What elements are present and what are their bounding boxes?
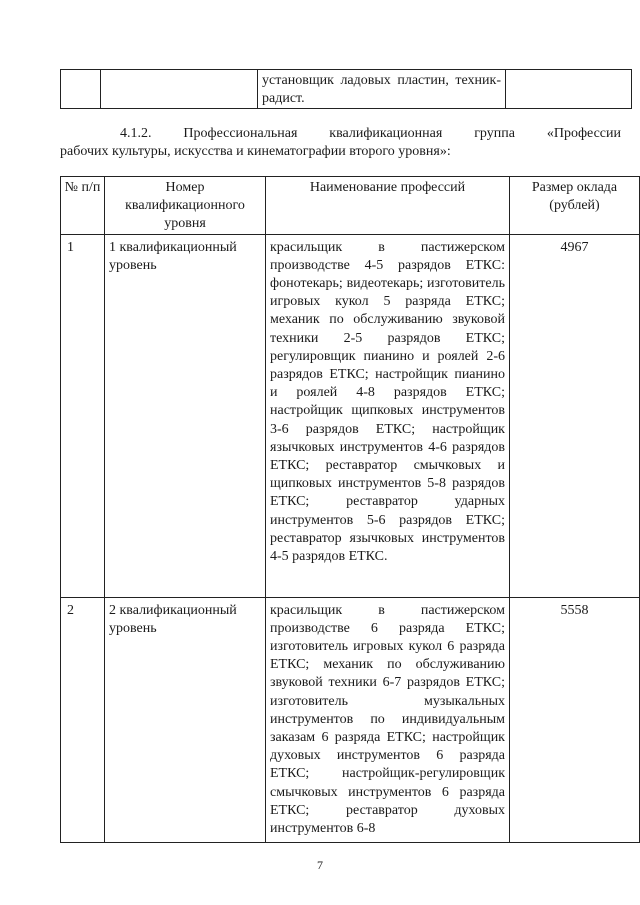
row-level: 1 квалификационный уровень xyxy=(105,234,266,597)
page-number: 7 xyxy=(317,858,323,872)
row-num: 1 xyxy=(61,234,105,597)
row-salary: 5558 xyxy=(510,597,640,842)
row-num: 2 xyxy=(61,597,105,842)
section-heading xyxy=(60,125,621,161)
section-heading-line-1: 4.1.2. Профессиональная квалификационная группа «Профессии xyxy=(120,126,621,141)
table-row xyxy=(61,70,632,109)
row-level: 2 квалификационный уровень xyxy=(105,597,266,842)
header-level: Номер квалификационного уровня xyxy=(105,177,266,235)
cell-professions: установщик ладовых пластин, техник-радист. xyxy=(258,70,506,109)
table-row xyxy=(61,597,640,842)
header-num: № п/п xyxy=(61,177,105,235)
row-salary: 4967 xyxy=(510,234,640,597)
header-professions: Наименование профессий xyxy=(266,177,510,235)
cell-level xyxy=(101,70,258,109)
cell-num xyxy=(61,70,101,109)
header-salary: Размер оклада (рублей) xyxy=(510,177,640,235)
table-header-row xyxy=(61,177,640,235)
row-professions: красильщик в пастижерском производстве 4-5 разрядов ЕТКС: фонотекарь; видеотекарь; изготовитель игровых кукол 5 разряда ЕТКС; механик по обслуживанию звуковой техники 2-5 разрядов ЕТКС; регулировщик пианино и роялей 2-6 разрядов ЕТКС; настройщик пианино и роялей 4-8 разрядов ЕТКС; настройщик щипковых инструментов 3-6 разрядов ЕТКС; настройщик язычковых инструментов 4-6 разрядов ЕТКС; реставратор смычковых и щипковых инструментов 5-8 разрядов ЕТКС; реставратор ударных инструментов 5-6 разрядов ЕТКС; реставратор язычковых инструментов 4-5 разрядов ЕТКС. xyxy=(266,234,510,597)
table-row xyxy=(61,234,640,597)
cell-salary xyxy=(506,70,632,109)
row-professions: красильщик в пастижерском производстве 6 разряда ЕТКС; изготовитель игровых кукол 6 разряда ЕТКС; механик по обслуживанию звуковой техники 6-7 разрядов ЕТКС; изготовитель музыкальных инструментов по индивидуальным заказам 6 разряда ЕТКС; настройщик духовых инструментов 6 разряда ЕТКС; настройщик-регулировщик смычковых инструментов 6 разряда ЕТКС; реставратор духовых инструментов 6-8 xyxy=(266,597,510,842)
salary-table xyxy=(60,176,640,843)
section-heading-line-2: рабочих культуры, искусства и кинематографии второго уровня»: xyxy=(60,144,451,159)
continued-table-fragment xyxy=(60,69,632,109)
